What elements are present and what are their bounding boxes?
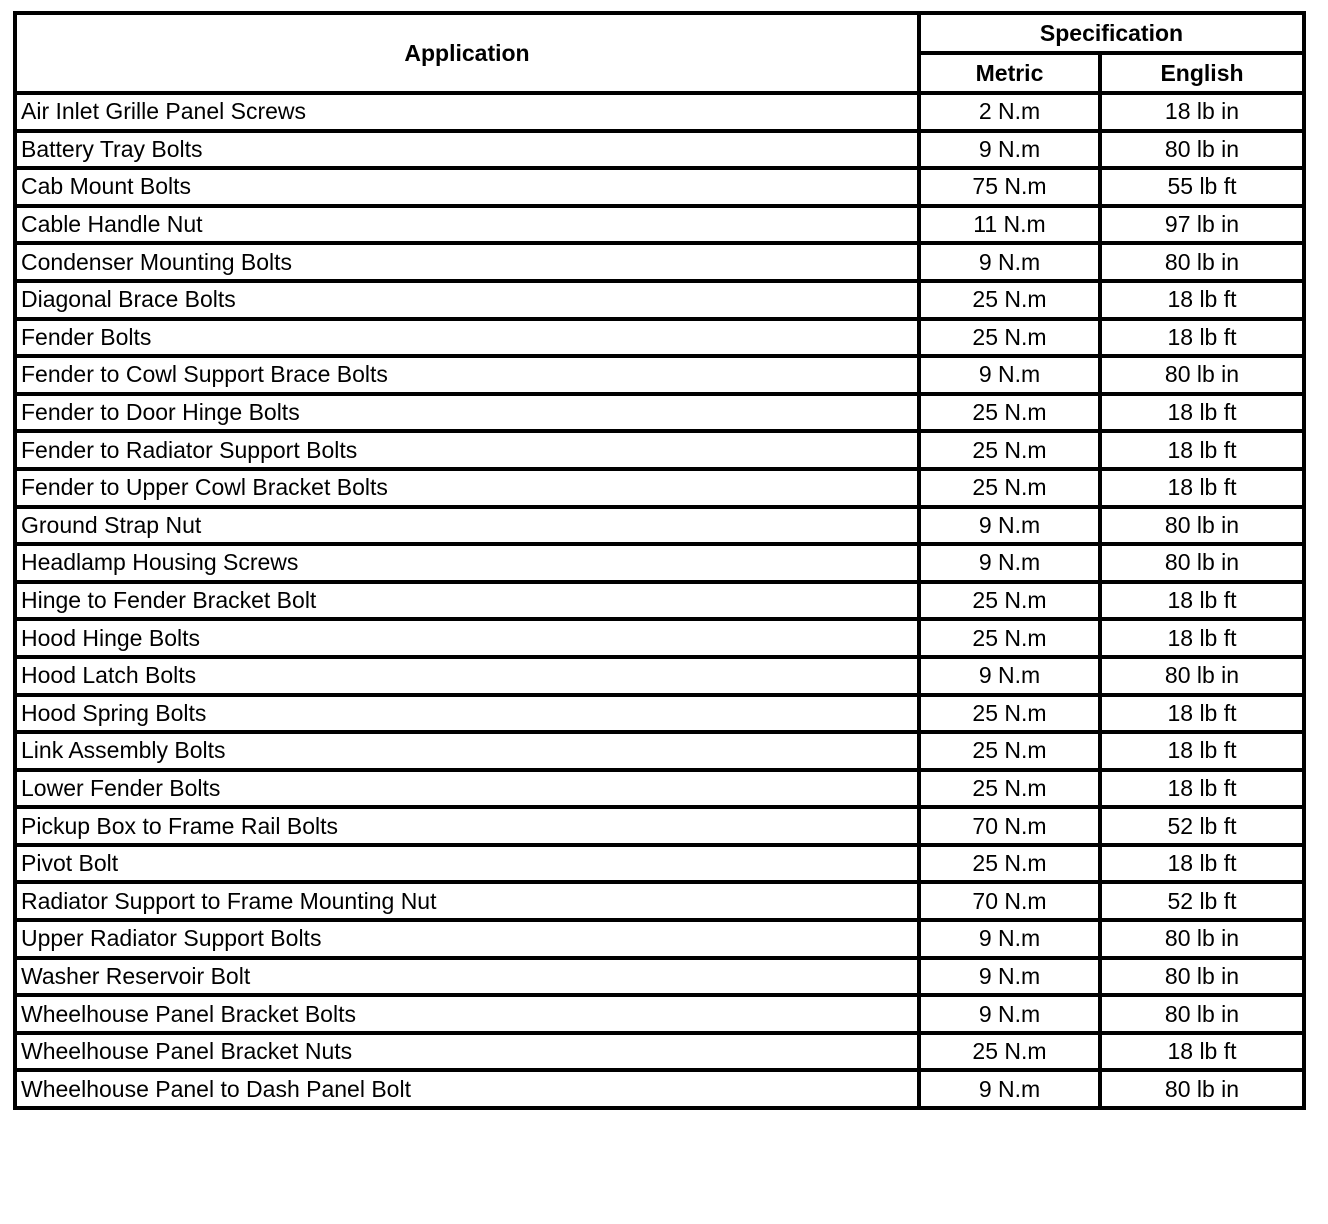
english-value-cell: 18 lb ft (1100, 319, 1304, 357)
metric-value-cell: 2 N.m (919, 93, 1100, 131)
application-cell: Air Inlet Grille Panel Screws (15, 93, 919, 131)
table-row (15, 93, 1304, 131)
metric-value-cell: 9 N.m (919, 958, 1100, 996)
application-cell: Pivot Bolt (15, 845, 919, 883)
english-value-cell: 80 lb in (1100, 131, 1304, 169)
application-cell: Link Assembly Bolts (15, 732, 919, 770)
table-row (15, 131, 1304, 169)
table-row (15, 394, 1304, 432)
table-header (15, 13, 1304, 93)
application-cell: Condenser Mounting Bolts (15, 243, 919, 281)
table-row (15, 356, 1304, 394)
english-value-cell: 80 lb in (1100, 958, 1304, 996)
application-cell: Fender Bolts (15, 319, 919, 357)
application-cell: Hood Latch Bolts (15, 657, 919, 695)
english-value-cell: 80 lb in (1100, 243, 1304, 281)
application-cell: Wheelhouse Panel Bracket Nuts (15, 1033, 919, 1071)
metric-value-cell: 25 N.m (919, 695, 1100, 733)
metric-value-cell: 25 N.m (919, 281, 1100, 319)
metric-value-cell: 9 N.m (919, 356, 1100, 394)
english-value-cell: 18 lb ft (1100, 845, 1304, 883)
english-value-cell: 80 lb in (1100, 1070, 1304, 1108)
english-value-cell: 55 lb ft (1100, 168, 1304, 206)
fastener-torque-spec-table (13, 11, 1306, 1110)
english-column-header: English (1100, 53, 1304, 93)
application-cell: Headlamp Housing Screws (15, 544, 919, 582)
table-row (15, 507, 1304, 545)
table-row (15, 807, 1304, 845)
application-cell: Upper Radiator Support Bolts (15, 920, 919, 958)
english-value-cell: 80 lb in (1100, 356, 1304, 394)
metric-value-cell: 25 N.m (919, 845, 1100, 883)
metric-value-cell: 9 N.m (919, 544, 1100, 582)
metric-value-cell: 9 N.m (919, 995, 1100, 1033)
metric-value-cell: 70 N.m (919, 882, 1100, 920)
metric-column-header: Metric (919, 53, 1100, 93)
table-row (15, 619, 1304, 657)
metric-value-cell: 9 N.m (919, 657, 1100, 695)
metric-value-cell: 11 N.m (919, 206, 1100, 244)
table-row (15, 431, 1304, 469)
application-cell: Wheelhouse Panel to Dash Panel Bolt (15, 1070, 919, 1108)
metric-value-cell: 75 N.m (919, 168, 1100, 206)
application-column-header: Application (15, 13, 919, 93)
english-value-cell: 18 lb ft (1100, 732, 1304, 770)
metric-value-cell: 9 N.m (919, 507, 1100, 545)
english-value-cell: 52 lb ft (1100, 807, 1304, 845)
english-value-cell: 18 lb ft (1100, 1033, 1304, 1071)
table-row (15, 281, 1304, 319)
application-cell: Diagonal Brace Bolts (15, 281, 919, 319)
application-cell: Wheelhouse Panel Bracket Bolts (15, 995, 919, 1033)
table-row (15, 1070, 1304, 1108)
metric-value-cell: 25 N.m (919, 1033, 1100, 1071)
application-cell: Pickup Box to Frame Rail Bolts (15, 807, 919, 845)
metric-value-cell: 9 N.m (919, 243, 1100, 281)
english-value-cell: 52 lb ft (1100, 882, 1304, 920)
metric-value-cell: 9 N.m (919, 1070, 1100, 1108)
application-cell: Washer Reservoir Bolt (15, 958, 919, 996)
english-value-cell: 80 lb in (1100, 507, 1304, 545)
application-cell: Battery Tray Bolts (15, 131, 919, 169)
application-cell: Lower Fender Bolts (15, 770, 919, 808)
metric-value-cell: 25 N.m (919, 732, 1100, 770)
application-cell: Hood Spring Bolts (15, 695, 919, 733)
table-row (15, 1033, 1304, 1071)
table-row (15, 920, 1304, 958)
table-row (15, 995, 1304, 1033)
english-value-cell: 80 lb in (1100, 544, 1304, 582)
english-value-cell: 80 lb in (1100, 920, 1304, 958)
application-cell: Fender to Door Hinge Bolts (15, 394, 919, 432)
header-row-top (15, 13, 1304, 53)
english-value-cell: 18 lb ft (1100, 394, 1304, 432)
english-value-cell: 18 lb ft (1100, 469, 1304, 507)
application-cell: Radiator Support to Frame Mounting Nut (15, 882, 919, 920)
metric-value-cell: 9 N.m (919, 920, 1100, 958)
english-value-cell: 18 lb ft (1100, 619, 1304, 657)
table-row (15, 732, 1304, 770)
table-row (15, 469, 1304, 507)
metric-value-cell: 25 N.m (919, 394, 1100, 432)
application-cell: Fender to Upper Cowl Bracket Bolts (15, 469, 919, 507)
table-row (15, 582, 1304, 620)
application-cell: Hood Hinge Bolts (15, 619, 919, 657)
table-row (15, 544, 1304, 582)
english-value-cell: 18 lb ft (1100, 695, 1304, 733)
application-cell: Fender to Cowl Support Brace Bolts (15, 356, 919, 394)
english-value-cell: 80 lb in (1100, 995, 1304, 1033)
table-row (15, 168, 1304, 206)
table-row (15, 770, 1304, 808)
table-row (15, 845, 1304, 883)
english-value-cell: 18 lb ft (1100, 431, 1304, 469)
english-value-cell: 97 lb in (1100, 206, 1304, 244)
metric-value-cell: 25 N.m (919, 582, 1100, 620)
english-value-cell: 18 lb ft (1100, 770, 1304, 808)
english-value-cell: 18 lb ft (1100, 281, 1304, 319)
application-cell: Cab Mount Bolts (15, 168, 919, 206)
metric-value-cell: 25 N.m (919, 619, 1100, 657)
metric-value-cell: 70 N.m (919, 807, 1100, 845)
table-row (15, 695, 1304, 733)
metric-value-cell: 25 N.m (919, 469, 1100, 507)
metric-value-cell: 25 N.m (919, 770, 1100, 808)
english-value-cell: 18 lb in (1100, 93, 1304, 131)
english-value-cell: 18 lb ft (1100, 582, 1304, 620)
table-row (15, 657, 1304, 695)
english-value-cell: 80 lb in (1100, 657, 1304, 695)
table-row (15, 882, 1304, 920)
specification-column-header: Specification (919, 13, 1304, 53)
table-row (15, 243, 1304, 281)
application-cell: Hinge to Fender Bracket Bolt (15, 582, 919, 620)
table-row (15, 319, 1304, 357)
table-row (15, 206, 1304, 244)
metric-value-cell: 9 N.m (919, 131, 1100, 169)
metric-value-cell: 25 N.m (919, 319, 1100, 357)
metric-value-cell: 25 N.m (919, 431, 1100, 469)
application-cell: Ground Strap Nut (15, 507, 919, 545)
table-row (15, 958, 1304, 996)
application-cell: Cable Handle Nut (15, 206, 919, 244)
application-cell: Fender to Radiator Support Bolts (15, 431, 919, 469)
table-body (15, 93, 1304, 1108)
